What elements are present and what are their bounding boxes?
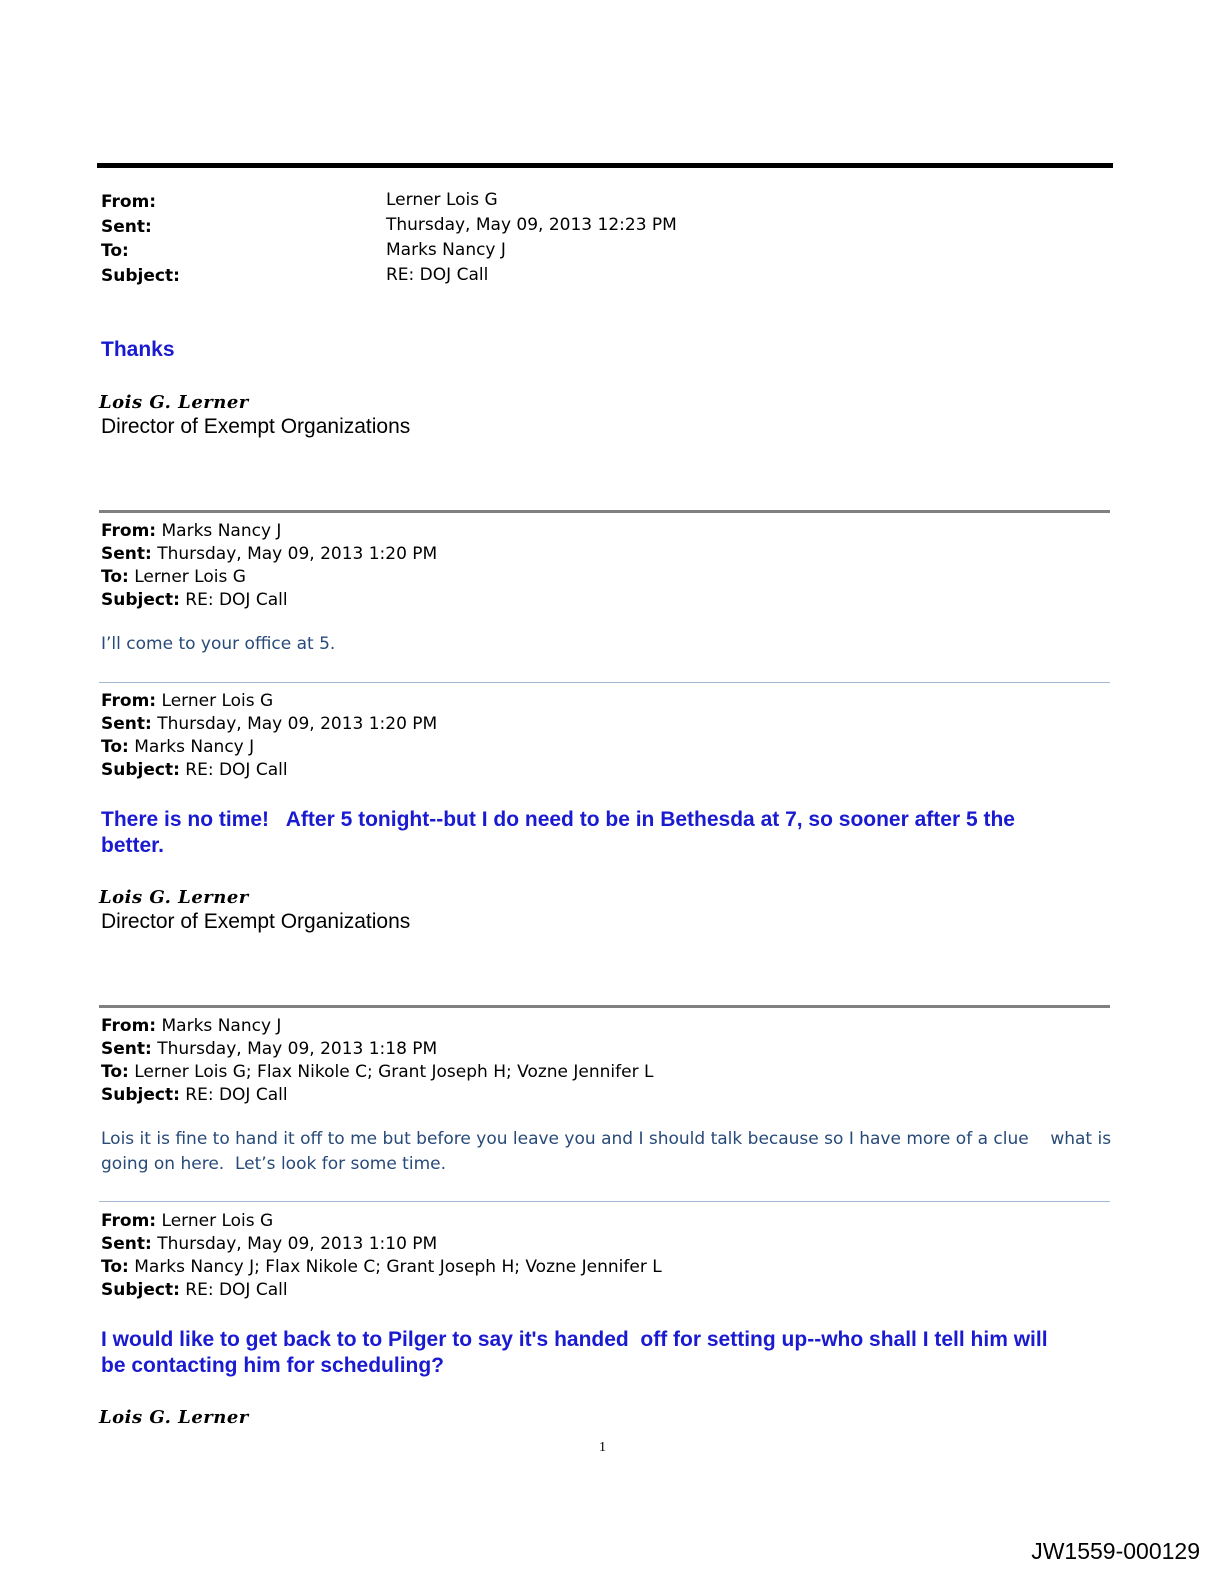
- from-value: Lerner Lois G: [161, 691, 274, 711]
- msg3-signature: Lois G. Lerner: [99, 887, 249, 908]
- msg5-body-line1: I would like to get back to to Pilger to say it's handed off for setting up--who shall I tell him will: [101, 1328, 1048, 1351]
- msg5-header: [101, 1210, 662, 1302]
- separator: [99, 1005, 1110, 1008]
- from-value: Lerner Lois G: [161, 1211, 274, 1231]
- to-value: Lerner Lois G: [134, 567, 246, 587]
- from-label: From:: [101, 1016, 157, 1036]
- from-value: Marks Nancy J: [161, 1016, 282, 1036]
- to-label: To:: [101, 1062, 129, 1082]
- msg3-header: [101, 690, 437, 782]
- bates-number: JW1559-000129: [1031, 1538, 1200, 1564]
- sent-value: Thursday, May 09, 2013 1:18 PM: [157, 1039, 438, 1059]
- subject-label: Subject:: [101, 1085, 180, 1105]
- subject-value: RE: DOJ Call: [185, 1085, 288, 1105]
- separator: [99, 682, 1110, 683]
- sent-value: Thursday, May 09, 2013 1:20 PM: [157, 544, 438, 564]
- sent-value: Thursday, May 09, 2013 1:20 PM: [157, 714, 438, 734]
- to-value: Marks Nancy J: [386, 240, 506, 260]
- sent-label: Sent:: [101, 217, 152, 237]
- subject-label: Subject:: [101, 1280, 180, 1300]
- separator: [99, 1201, 1110, 1202]
- sent-label: Sent:: [101, 544, 152, 564]
- top-rule: [97, 163, 1113, 168]
- subject-label: Subject:: [101, 590, 180, 610]
- msg3-body-line2: better.: [101, 834, 165, 857]
- sent-value: Thursday, May 09, 2013 12:23 PM: [386, 215, 677, 235]
- msg3-title: Director of Exempt Organizations: [101, 910, 411, 933]
- msg5-body-line2: be contacting him for scheduling?: [101, 1354, 445, 1377]
- subject-value: RE: DOJ Call: [386, 265, 489, 285]
- to-label: To:: [101, 1257, 129, 1277]
- to-value: Marks Nancy J: [134, 737, 255, 757]
- to-value: Lerner Lois G; Flax Nikole C; Grant Joseph H; Vozne Jennifer L: [134, 1062, 654, 1082]
- msg4-header: [101, 1015, 653, 1107]
- msg3-body-line1: There is no time! After 5 tonight--but I do need to be in Bethesda at 7, so sooner after 5 the: [101, 808, 1015, 831]
- to-label: To:: [101, 737, 129, 757]
- msg2-header: [101, 520, 437, 612]
- sent-label: Sent:: [101, 1039, 152, 1059]
- from-label: From:: [101, 691, 157, 711]
- separator: [99, 510, 1110, 513]
- subject-value: RE: DOJ Call: [185, 760, 288, 780]
- msg4-body-line2: going on here. Let’s look for some time.: [101, 1154, 446, 1174]
- to-label: To:: [101, 241, 129, 261]
- msg1-title: Director of Exempt Organizations: [101, 415, 411, 438]
- msg5-signature: Lois G. Lerner: [99, 1407, 249, 1428]
- from-label: From:: [101, 521, 157, 541]
- subject-value: RE: DOJ Call: [185, 1280, 288, 1300]
- subject-value: RE: DOJ Call: [185, 590, 288, 610]
- page-number: 1: [599, 1440, 606, 1455]
- sent-label: Sent:: [101, 1234, 152, 1254]
- sent-label: Sent:: [101, 714, 152, 734]
- sent-value: Thursday, May 09, 2013 1:10 PM: [157, 1234, 438, 1254]
- msg1-body: Thanks: [101, 338, 175, 361]
- from-value: Marks Nancy J: [161, 521, 282, 541]
- msg4-body-line1: Lois it is fine to hand it off to me but before you leave you and I should talk because so I have more of a clue what is: [101, 1129, 1112, 1149]
- to-label: To:: [101, 567, 129, 587]
- to-value: Marks Nancy J; Flax Nikole C; Grant Joseph H; Vozne Jennifer L: [134, 1257, 662, 1277]
- subject-label: Subject:: [101, 760, 180, 780]
- from-label: From:: [101, 1211, 157, 1231]
- from-value: Lerner Lois G: [386, 190, 498, 210]
- subject-label: Subject:: [101, 266, 180, 286]
- msg1-signature: Lois G. Lerner: [99, 392, 249, 413]
- from-label: From:: [101, 192, 157, 212]
- msg2-body: I’ll come to your office at 5.: [101, 634, 336, 654]
